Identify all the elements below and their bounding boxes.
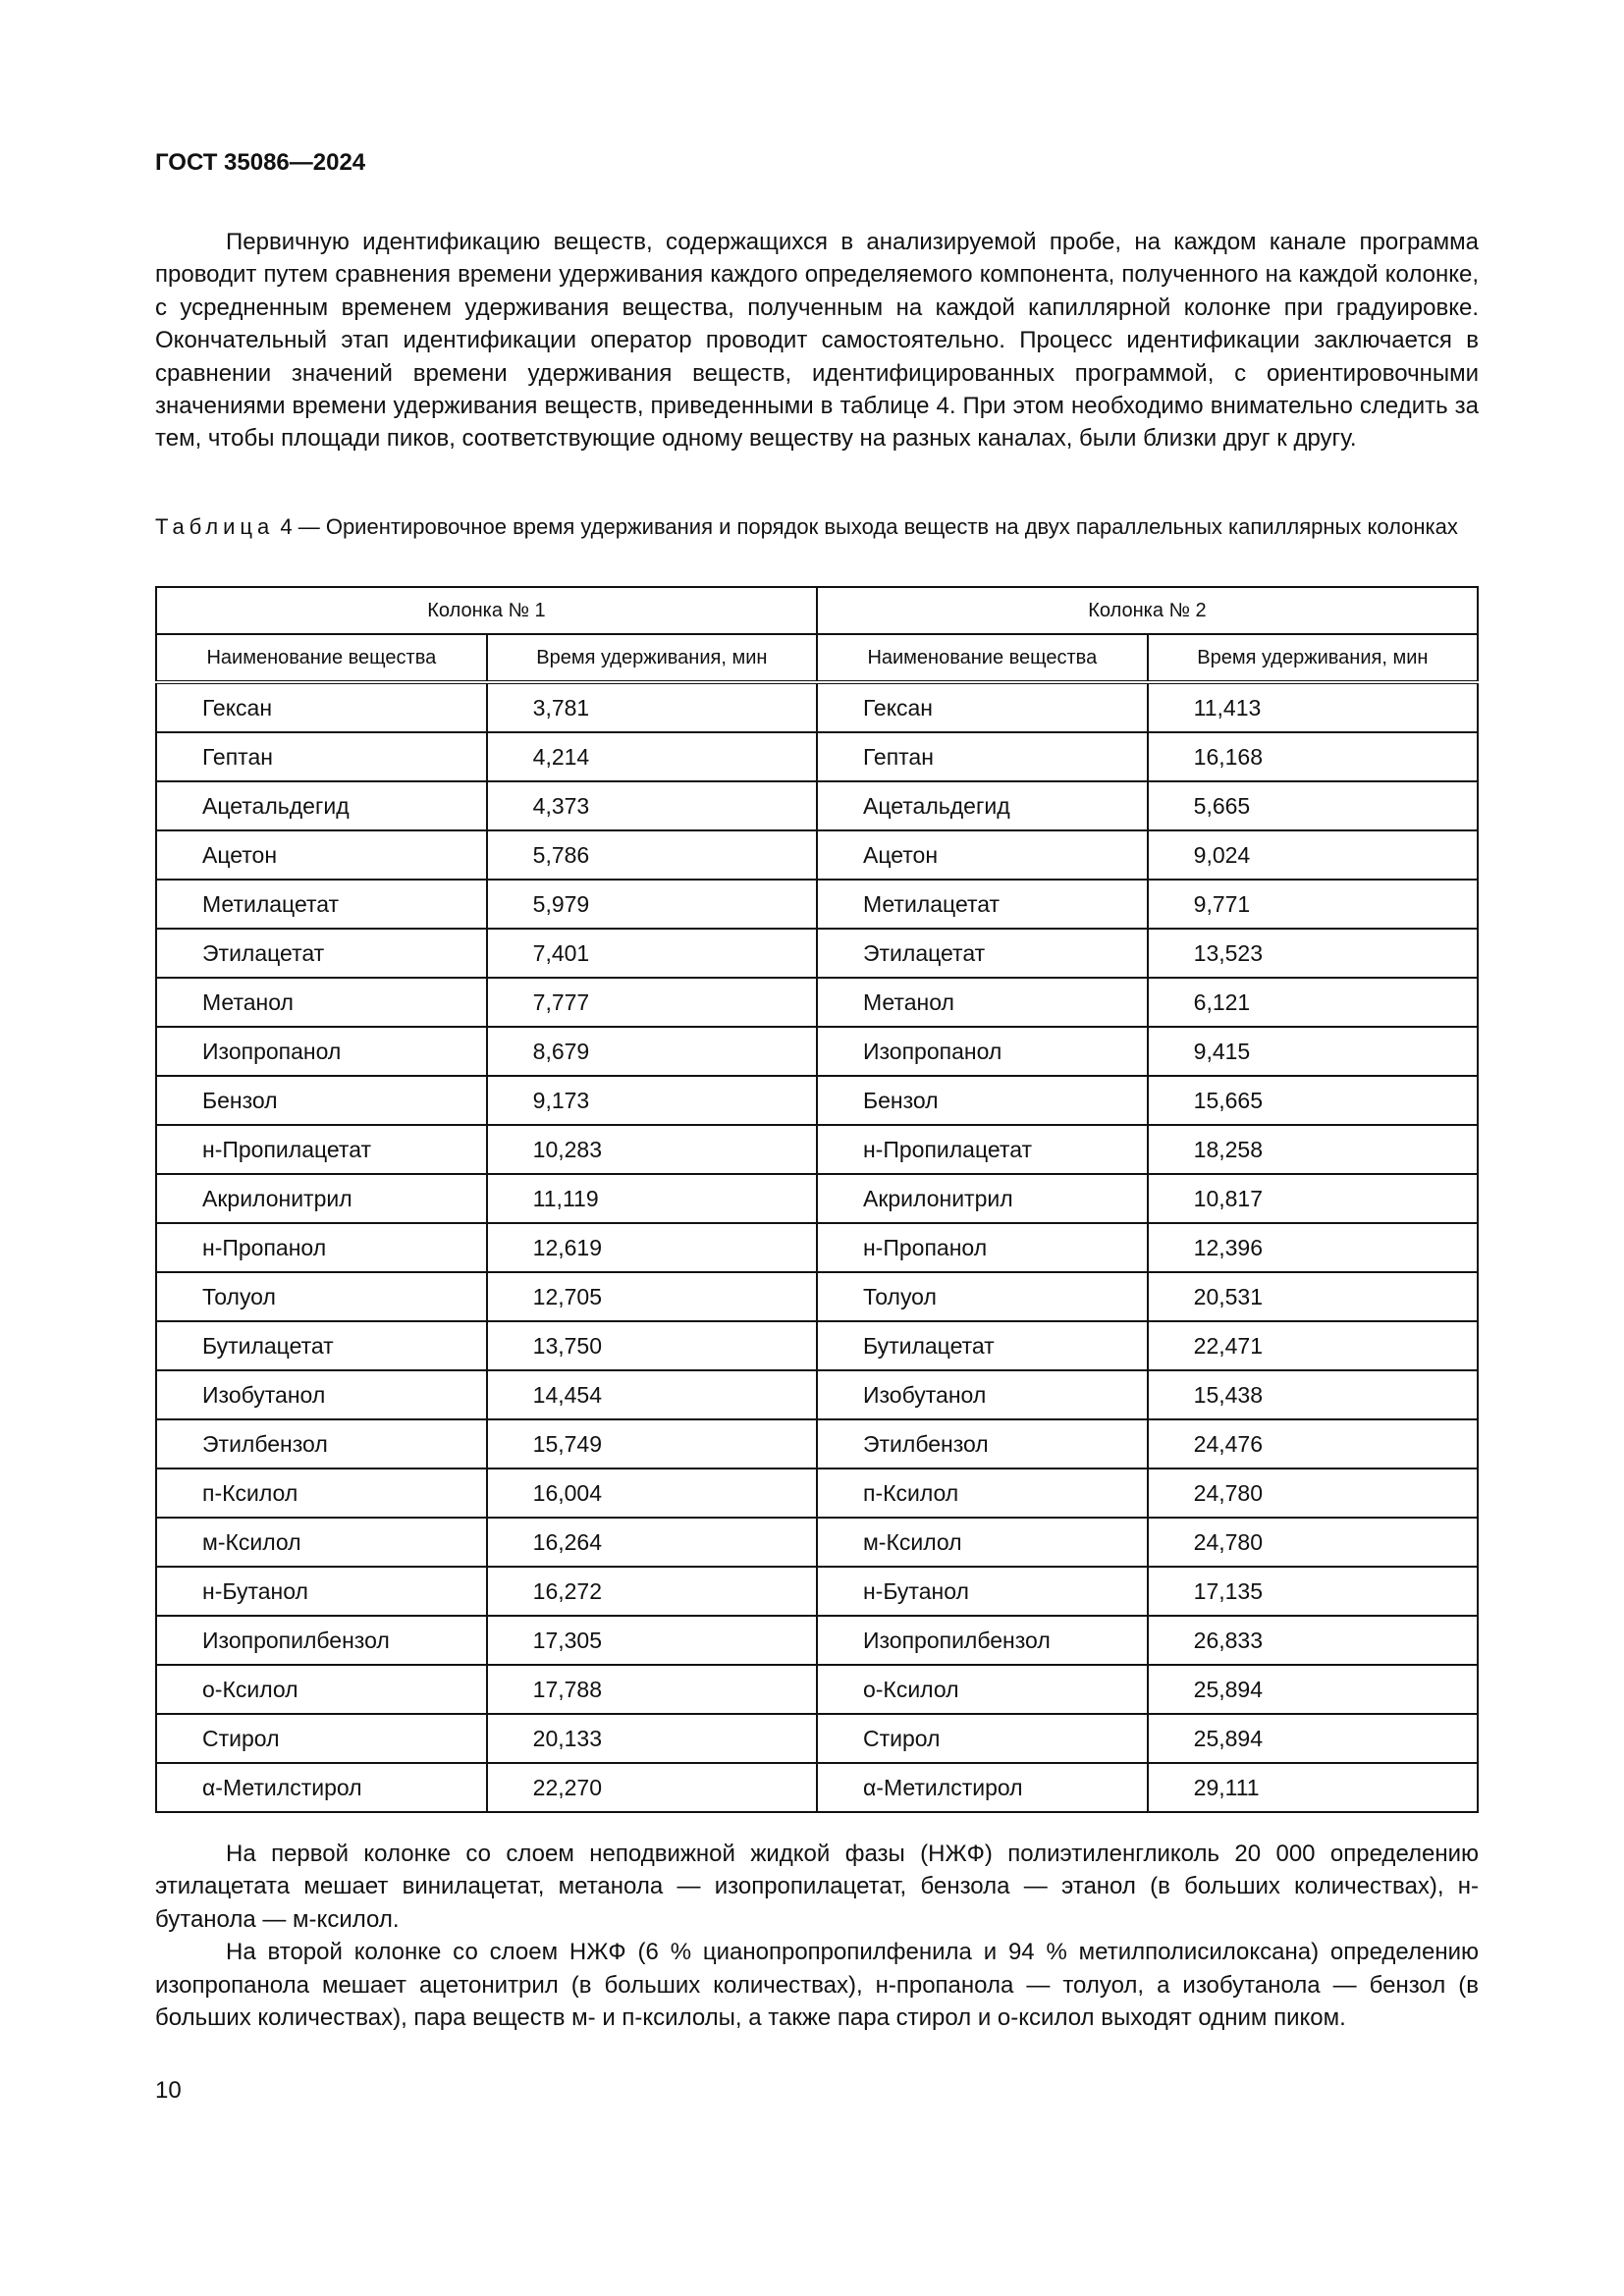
retention-time-col2: 16,168 <box>1148 732 1478 781</box>
substance-name-col1: Бензол <box>156 1076 487 1125</box>
substance-name-col1: Бутилацетат <box>156 1321 487 1370</box>
table-row <box>156 1616 1478 1665</box>
substance-name-col1: Изопропилбензол <box>156 1616 487 1665</box>
document-code: ГОСТ 35086—2024 <box>155 149 366 176</box>
column1-header: Колонка № 1 <box>156 587 817 634</box>
retention-time-col2: 17,135 <box>1148 1567 1478 1616</box>
column2-note-paragraph: На второй колонке со слоем НЖФ (6 % цианопропропилфенила и 94 % метилполисилоксана) определению изопропанола мешает ацетонитрил (в больших количествах), н-пропанола — толуол, а изобутанола — бензол (в больших количествах), пара веществ м- и п-ксилолы, а также пара стирол и о-ксилол выходят одним пиком. <box>155 1939 1479 2032</box>
substance-name-col1: Этилбензол <box>156 1419 487 1468</box>
substance-name-col1: Толуол <box>156 1272 487 1321</box>
substance-name-col1: Стирол <box>156 1714 487 1763</box>
table-row <box>156 978 1478 1027</box>
retention-time-col2: 20,531 <box>1148 1272 1478 1321</box>
substance-name-col2: Метанол <box>817 978 1148 1027</box>
retention-time-col2: 9,415 <box>1148 1027 1478 1076</box>
table-row <box>156 880 1478 929</box>
retention-time-col2: 13,523 <box>1148 929 1478 978</box>
retention-time-col2: 10,817 <box>1148 1174 1478 1223</box>
substance-name-col2: Изобутанол <box>817 1370 1148 1419</box>
substance-name-col1: м-Ксилол <box>156 1518 487 1567</box>
name-header: Наименование вещества <box>156 634 487 682</box>
table-row <box>156 929 1478 978</box>
substance-name-col1: н-Пропанол <box>156 1223 487 1272</box>
table-row <box>156 1714 1478 1763</box>
table-row <box>156 1125 1478 1174</box>
retention-time-col1: 16,264 <box>487 1518 817 1567</box>
retention-time-col2: 25,894 <box>1148 1714 1478 1763</box>
substance-name-col2: Изопропанол <box>817 1027 1148 1076</box>
retention-time-col1: 10,283 <box>487 1125 817 1174</box>
column1-note-paragraph: На первой колонке со слоем неподвижной жидкой фазы (НЖФ) полиэтиленгликоль 20 000 определению этилацетата мешает винилацетат, метанола — изопропилацетат, бензола — этанол (в больших количествах), н-бутанола — м-ксилол. <box>155 1841 1479 1933</box>
substance-name-col2: Бутилацетат <box>817 1321 1148 1370</box>
table-caption <box>155 512 1479 542</box>
retention-time-col2: 5,665 <box>1148 781 1478 830</box>
retention-time-col1: 12,705 <box>487 1272 817 1321</box>
table-row <box>156 1272 1478 1321</box>
retention-time-col1: 4,373 <box>487 781 817 830</box>
substance-name-col1: н-Бутанол <box>156 1567 487 1616</box>
retention-time-col1: 17,788 <box>487 1665 817 1714</box>
retention-time-col1: 5,979 <box>487 880 817 929</box>
substance-name-col2: Стирол <box>817 1714 1148 1763</box>
substance-name-col2: Толуол <box>817 1272 1148 1321</box>
retention-time-col2: 24,476 <box>1148 1419 1478 1468</box>
retention-time-col2: 25,894 <box>1148 1665 1478 1714</box>
retention-time-col1: 3,781 <box>487 682 817 732</box>
substance-name-col2: Акрилонитрил <box>817 1174 1148 1223</box>
substance-name-col2: Бензол <box>817 1076 1148 1125</box>
table-row <box>156 1665 1478 1714</box>
retention-time-col1: 11,119 <box>487 1174 817 1223</box>
retention-time-col2: 9,771 <box>1148 880 1478 929</box>
name-header: Наименование вещества <box>817 634 1148 682</box>
retention-time-col1: 14,454 <box>487 1370 817 1419</box>
retention-time-col2: 24,780 <box>1148 1468 1478 1518</box>
retention-time-col1: 16,272 <box>487 1567 817 1616</box>
substance-name-col2: н-Бутанол <box>817 1567 1148 1616</box>
substance-name-col1: Изобутанол <box>156 1370 487 1419</box>
table-row <box>156 830 1478 880</box>
table-row <box>156 1763 1478 1812</box>
substance-name-col2: м-Ксилол <box>817 1518 1148 1567</box>
substance-name-col1: Ацетон <box>156 830 487 880</box>
retention-time-col1: 17,305 <box>487 1616 817 1665</box>
table-row <box>156 1174 1478 1223</box>
substance-name-col1: Ацетальдегид <box>156 781 487 830</box>
substance-name-col1: α-Метилстирол <box>156 1763 487 1812</box>
substance-name-col1: Акрилонитрил <box>156 1174 487 1223</box>
retention-time-col1: 20,133 <box>487 1714 817 1763</box>
retention-time-col2: 18,258 <box>1148 1125 1478 1174</box>
table-row <box>156 682 1478 732</box>
column2-header: Колонка № 2 <box>817 587 1478 634</box>
retention-time-col2: 15,665 <box>1148 1076 1478 1125</box>
table-row <box>156 1223 1478 1272</box>
table-row <box>156 1370 1478 1419</box>
substance-name-col1: Гептан <box>156 732 487 781</box>
retention-time-col2: 24,780 <box>1148 1518 1478 1567</box>
retention-time-col2: 26,833 <box>1148 1616 1478 1665</box>
retention-time-col2: 6,121 <box>1148 978 1478 1027</box>
substance-name-col2: Этилацетат <box>817 929 1148 978</box>
substance-name-col2: Гексан <box>817 682 1148 732</box>
intro-paragraph: Первичную идентификацию веществ, содержащихся в анализируемой пробе, на каждом канале программа проводит путем сравнения времени удерживания каждого определяемого компонента, полученного на каждой колонке, с усредненным временем удерживания вещества, полученным на каждой капиллярной колонке при градуировке. Окончательный этап идентификации оператор проводит самостоятельно. Процесс идентификации заключается в сравнении значений времени удерживания веществ, идентифицированных программой, с ориентировочными значениями времени удерживания веществ, приведенными в таблице 4. При этом необходимо внимательно следить за тем, чтобы площади пиков, соответствующие одному веществу на разных каналах, были близки друг к другу. <box>155 229 1479 453</box>
retention-time-col1: 22,270 <box>487 1763 817 1812</box>
substance-name-col2: н-Пропилацетат <box>817 1125 1148 1174</box>
retention-time-col2: 9,024 <box>1148 830 1478 880</box>
retention-time-col2: 22,471 <box>1148 1321 1478 1370</box>
table-row <box>156 1321 1478 1370</box>
table-row <box>156 1468 1478 1518</box>
retention-time-col2: 15,438 <box>1148 1370 1478 1419</box>
retention-time-col1: 16,004 <box>487 1468 817 1518</box>
retention-time-col2: 29,111 <box>1148 1763 1478 1812</box>
substance-name-col1: Гексан <box>156 682 487 732</box>
retention-time-col1: 12,619 <box>487 1223 817 1272</box>
substance-name-col2: Гептан <box>817 732 1148 781</box>
substance-name-col1: о-Ксилол <box>156 1665 487 1714</box>
substance-name-col2: α-Метилстирол <box>817 1763 1148 1812</box>
table-row <box>156 1518 1478 1567</box>
table-row <box>156 732 1478 781</box>
caption-label: Таблица <box>155 514 275 539</box>
retention-time-col2: 12,396 <box>1148 1223 1478 1272</box>
retention-time-col1: 13,750 <box>487 1321 817 1370</box>
table-row <box>156 1419 1478 1468</box>
substance-name-col1: н-Пропилацетат <box>156 1125 487 1174</box>
table-row <box>156 1027 1478 1076</box>
page-number: 10 <box>155 2077 182 2104</box>
time-header: Время удерживания, мин <box>487 634 817 682</box>
retention-time-col1: 15,749 <box>487 1419 817 1468</box>
substance-name-col2: Ацетон <box>817 830 1148 880</box>
substance-name-col2: Метилацетат <box>817 880 1148 929</box>
substance-name-col2: Этилбензол <box>817 1419 1148 1468</box>
substance-name-col1: Изопропанол <box>156 1027 487 1076</box>
retention-time-col1: 7,777 <box>487 978 817 1027</box>
substance-name-col1: Метилацетат <box>156 880 487 929</box>
retention-time-col2: 11,413 <box>1148 682 1478 732</box>
retention-time-col1: 5,786 <box>487 830 817 880</box>
retention-time-col1: 8,679 <box>487 1027 817 1076</box>
substance-name-col2: о-Ксилол <box>817 1665 1148 1714</box>
time-header: Время удерживания, мин <box>1148 634 1478 682</box>
substance-name-col2: Ацетальдегид <box>817 781 1148 830</box>
substance-name-col2: п-Ксилол <box>817 1468 1148 1518</box>
substance-name-col1: Этилацетат <box>156 929 487 978</box>
retention-time-col1: 4,214 <box>487 732 817 781</box>
substance-name-col1: п-Ксилол <box>156 1468 487 1518</box>
caption-text: 4 — Ориентировочное время удерживания и порядок выхода веществ на двух параллельных капиллярных колонках <box>274 514 1458 539</box>
retention-time-table <box>155 586 1479 1813</box>
retention-time-col1: 7,401 <box>487 929 817 978</box>
substance-name-col2: н-Пропанол <box>817 1223 1148 1272</box>
table-row <box>156 1076 1478 1125</box>
table-row <box>156 1567 1478 1616</box>
retention-time-col1: 9,173 <box>487 1076 817 1125</box>
substance-name-col2: Изопропилбензол <box>817 1616 1148 1665</box>
substance-name-col1: Метанол <box>156 978 487 1027</box>
table-row <box>156 781 1478 830</box>
